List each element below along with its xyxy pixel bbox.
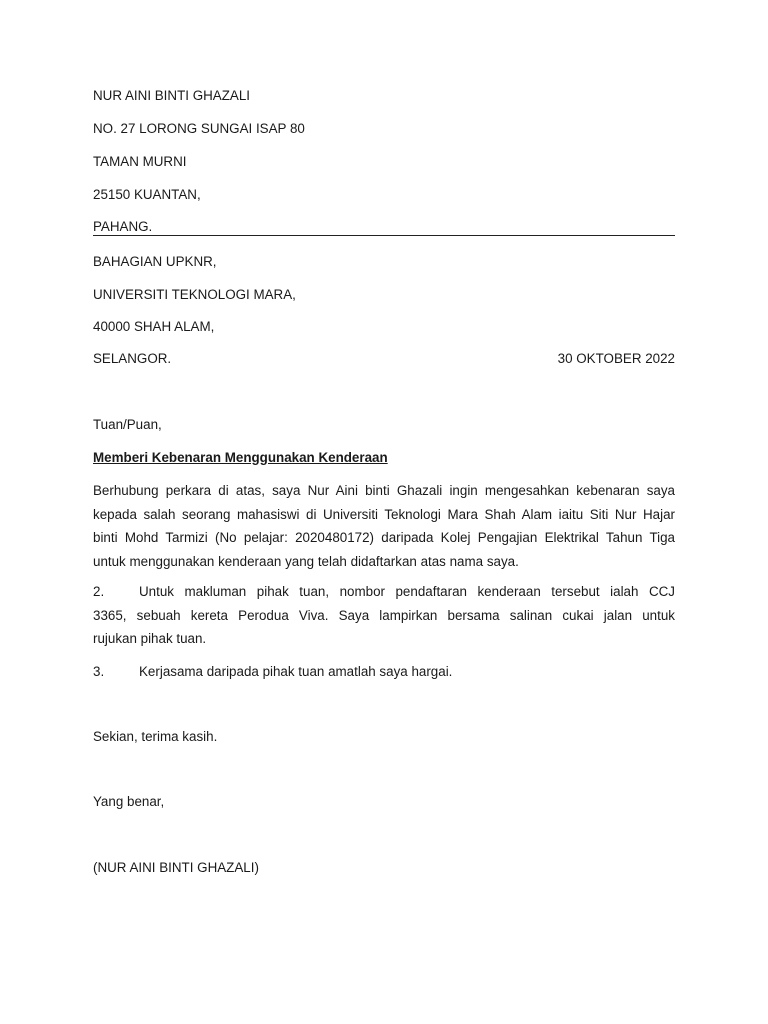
paragraph-2-number: 2. bbox=[93, 584, 105, 599]
sender-address-line-1: NO. 27 LORONG SUNGAI ISAP 80 bbox=[93, 121, 305, 136]
sender-name: NUR AINI BINTI GHAZALI bbox=[93, 88, 250, 103]
letter-subject: Memberi Kebenaran Menggunakan Kenderaan bbox=[93, 450, 388, 465]
paragraph-2-line: rujukan pihak tuan. bbox=[93, 631, 207, 646]
paragraph-1 bbox=[93, 479, 675, 573]
letter-date: 30 OKTOBER 2022 bbox=[557, 351, 675, 366]
recipient-line-3: 40000 SHAH ALAM, bbox=[93, 319, 215, 334]
paragraph-2 bbox=[93, 580, 675, 651]
letterhead-divider bbox=[93, 235, 675, 236]
paragraph-1-line: Berhubung perkara di atas, saya Nur Aini binti Ghazali ingin mengesahkan kebenaran saya bbox=[93, 483, 675, 498]
recipient-line-2: UNIVERSITI TEKNOLOGI MARA, bbox=[93, 287, 296, 302]
sign-off: Yang benar, bbox=[93, 794, 165, 809]
closing: Sekian, terima kasih. bbox=[93, 729, 218, 744]
signature-name: (NUR AINI BINTI GHAZALI) bbox=[93, 860, 259, 875]
sender-address-line-2: TAMAN MURNI bbox=[93, 154, 187, 169]
sender-address-line-4: PAHANG. bbox=[93, 219, 153, 234]
recipient-line-4: SELANGOR. bbox=[93, 351, 172, 366]
paragraph-1-line: kepada salah seorang mahasiswi di Universiti Teknologi Mara Shah Alam iaitu Siti Nur Hajar bbox=[93, 506, 675, 522]
paragraph-2-line: Untuk makluman pihak tuan, nombor pendaftaran kenderaan tersebut ialah CCJ bbox=[139, 584, 675, 599]
paragraph-1-line: binti Mohd Tarmizi (No pelajar: 2020480172) daripada Kolej Pengajian Elektrikal Tahun Tiga bbox=[93, 530, 675, 545]
sender-address-line-3: 25150 KUANTAN, bbox=[93, 187, 201, 202]
paragraph-1-line: untuk menggunakan kenderaan yang telah didaftarkan atas nama saya. bbox=[93, 553, 519, 569]
recipient-line-1: BAHAGIAN UPKNR, bbox=[93, 254, 217, 269]
paragraph-2-line: 3365, sebuah kereta Perodua Viva. Saya lampirkan bersama salinan cukai jalan untuk bbox=[93, 607, 675, 623]
salutation: Tuan/Puan, bbox=[93, 417, 162, 432]
paragraph-3-number: 3. bbox=[93, 664, 105, 679]
paragraph-3-text: Kerjasama daripada pihak tuan amatlah saya hargai. bbox=[139, 664, 453, 679]
paragraph-3 bbox=[93, 660, 675, 684]
